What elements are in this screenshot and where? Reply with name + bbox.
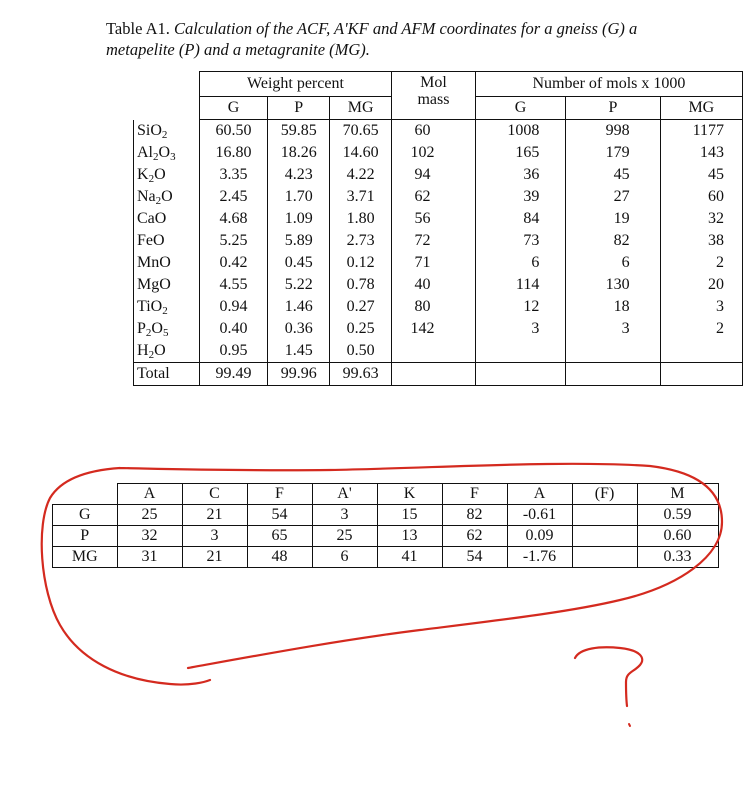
- coordinate-cell: 32: [117, 526, 182, 547]
- cell-mm: 71: [392, 252, 476, 274]
- cell-mm: 60: [392, 120, 476, 143]
- cell-mg: 4.22: [330, 164, 392, 186]
- oxide-label: $P_2O_5$: [134, 318, 200, 340]
- hand-drawn-question-mark: [575, 647, 642, 706]
- row-label: G: [53, 505, 118, 526]
- cell-g: 4.55: [199, 274, 267, 296]
- coordinate-cell: 25: [117, 505, 182, 526]
- cell-np: 130: [566, 274, 660, 296]
- question-mark-dot: [629, 724, 630, 726]
- oxide-label: MnO: [134, 252, 200, 274]
- cell-ng: [475, 340, 565, 363]
- cell-p: 0.36: [268, 318, 330, 340]
- cell-p: 1.45: [268, 340, 330, 363]
- cell-g: 4.68: [199, 208, 267, 230]
- coordinate-cell: -0.61: [507, 505, 572, 526]
- col-header: F: [247, 484, 312, 505]
- cell-np: 82: [566, 230, 660, 252]
- cell-g: 0.94: [199, 296, 267, 318]
- group-header-weight: Weight percent: [199, 72, 391, 97]
- table-row: [134, 120, 743, 143]
- cell-p: 0.45: [268, 252, 330, 274]
- cell-p: 99.96: [268, 363, 330, 386]
- cell-g: 5.25: [199, 230, 267, 252]
- cell-nmg: [660, 340, 742, 363]
- table-row: [134, 230, 743, 252]
- cell-g: 0.40: [199, 318, 267, 340]
- cell-nmg: 143: [660, 142, 742, 164]
- oxide-label: $Na_2O$: [134, 186, 200, 208]
- col-header: A: [507, 484, 572, 505]
- oxide-label: TiO$_2$: [134, 296, 200, 318]
- cell-mg: 2.73: [330, 230, 392, 252]
- cell-mg: 99.63: [330, 363, 392, 386]
- cell-nmg: 60: [660, 186, 742, 208]
- sub-header: MG: [330, 97, 392, 120]
- cell-mg: 0.25: [330, 318, 392, 340]
- cell-nmg: 32: [660, 208, 742, 230]
- cell-p: 18.26: [268, 142, 330, 164]
- caption-text: Calculation of the ACF, A'KF and AFM coordinates for a gneiss (G) a metapelite (P) and a metagranite (MG).: [106, 19, 638, 59]
- coordinate-cell: 62: [442, 526, 507, 547]
- col-header: F: [442, 484, 507, 505]
- cell-mg: 0.50: [330, 340, 392, 363]
- coordinate-cell: 21: [182, 547, 247, 568]
- cell-nmg: 2: [660, 318, 742, 340]
- cell-np: 998: [566, 120, 660, 143]
- coordinate-cell: 21: [182, 505, 247, 526]
- oxide-label: $Al_2O_3$: [134, 142, 200, 164]
- cell-p: 1.70: [268, 186, 330, 208]
- coordinate-cell: -1.76: [507, 547, 572, 568]
- col-header: (F): [572, 484, 637, 505]
- cell-ng: 39: [475, 186, 565, 208]
- row-label: MG: [53, 547, 118, 568]
- oxide-label: SiO$_2$: [134, 120, 200, 143]
- mol-mass-label: Mol mass: [417, 74, 450, 108]
- coordinate-cell: 82: [442, 505, 507, 526]
- cell-np: 3: [566, 318, 660, 340]
- cell-mg: 1.80: [330, 208, 392, 230]
- cell-p: 1.09: [268, 208, 330, 230]
- table-row: [53, 547, 719, 568]
- coordinate-cell: 0.59: [637, 505, 718, 526]
- coordinate-cell: 41: [377, 547, 442, 568]
- oxide-label: CaO: [134, 208, 200, 230]
- cell-nmg: 45: [660, 164, 742, 186]
- coordinate-cell: 54: [442, 547, 507, 568]
- coordinate-cell: 15: [377, 505, 442, 526]
- col-header: C: [182, 484, 247, 505]
- table-row: [134, 363, 743, 386]
- cell-mm: [392, 340, 476, 363]
- sub-header: P: [268, 97, 330, 120]
- coordinates-table: [52, 483, 719, 568]
- cell-mg: 0.78: [330, 274, 392, 296]
- oxide-label: FeO: [134, 230, 200, 252]
- cell-p: 59.85: [268, 120, 330, 143]
- cell-mg: 14.60: [330, 142, 392, 164]
- cell-nmg: 1177: [660, 120, 742, 143]
- oxide-label: Total: [134, 363, 200, 386]
- sub-header: G: [475, 97, 565, 120]
- cell-g: 3.35: [199, 164, 267, 186]
- cell-mm: 72: [392, 230, 476, 252]
- cell-mm: 56: [392, 208, 476, 230]
- coordinate-cell: 54: [247, 505, 312, 526]
- coordinate-cell: 25: [312, 526, 377, 547]
- cell-g: 60.50: [199, 120, 267, 143]
- cell-mm: 94: [392, 164, 476, 186]
- cell-mg: 70.65: [330, 120, 392, 143]
- caption-label: Table A1.: [106, 19, 170, 38]
- cell-mm: 40: [392, 274, 476, 296]
- coordinate-cell: 13: [377, 526, 442, 547]
- cell-np: 179: [566, 142, 660, 164]
- coordinate-cell: 0.60: [637, 526, 718, 547]
- oxide-label: $K_2O$: [134, 164, 200, 186]
- cell-mm: 142: [392, 318, 476, 340]
- cell-mg: 3.71: [330, 186, 392, 208]
- oxide-label: MgO: [134, 274, 200, 296]
- coordinate-cell: 0.33: [637, 547, 718, 568]
- corner-cell: [53, 484, 118, 505]
- cell-ng: [475, 363, 565, 386]
- col-header: K: [377, 484, 442, 505]
- col-header: M: [637, 484, 718, 505]
- corner-cell: [134, 72, 200, 120]
- row-label: P: [53, 526, 118, 547]
- table-row: [134, 208, 743, 230]
- coordinate-cell: 6: [312, 547, 377, 568]
- cell-nmg: 38: [660, 230, 742, 252]
- cell-nmg: 2: [660, 252, 742, 274]
- cell-ng: 114: [475, 274, 565, 296]
- cell-mg: 0.12: [330, 252, 392, 274]
- cell-g: 2.45: [199, 186, 267, 208]
- coordinate-cell: 48: [247, 547, 312, 568]
- cell-mm: [392, 363, 476, 386]
- cell-g: 16.80: [199, 142, 267, 164]
- cell-np: 6: [566, 252, 660, 274]
- coordinate-cell: 0.09: [507, 526, 572, 547]
- cell-np: [566, 363, 660, 386]
- coordinate-cell: 65: [247, 526, 312, 547]
- cell-p: 5.89: [268, 230, 330, 252]
- coordinate-cell: 31: [117, 547, 182, 568]
- col-header: A': [312, 484, 377, 505]
- table-row: [134, 340, 743, 363]
- table-row: [134, 186, 743, 208]
- sub-header: G: [199, 97, 267, 120]
- table-row: [134, 274, 743, 296]
- group-header-mol-mass: [392, 72, 476, 120]
- cell-p: 1.46: [268, 296, 330, 318]
- cell-np: 27: [566, 186, 660, 208]
- cell-np: 19: [566, 208, 660, 230]
- cell-p: 5.22: [268, 274, 330, 296]
- table-row: [53, 526, 719, 547]
- cell-np: 18: [566, 296, 660, 318]
- cell-np: [566, 340, 660, 363]
- cell-mm: 62: [392, 186, 476, 208]
- cell-ng: 3: [475, 318, 565, 340]
- cell-mm: 80: [392, 296, 476, 318]
- sub-header: P: [566, 97, 660, 120]
- coordinate-cell: [572, 547, 637, 568]
- coordinate-cell: [572, 505, 637, 526]
- table-row: [134, 252, 743, 274]
- table-row: [134, 142, 743, 164]
- cell-p: 4.23: [268, 164, 330, 186]
- cell-ng: 1008: [475, 120, 565, 143]
- cell-ng: 165: [475, 142, 565, 164]
- table-row: [134, 296, 743, 318]
- group-header-mols: Number of mols x 1000: [475, 72, 742, 97]
- cell-ng: 84: [475, 208, 565, 230]
- cell-nmg: 20: [660, 274, 742, 296]
- coordinate-cell: [572, 526, 637, 547]
- cell-ng: 6: [475, 252, 565, 274]
- cell-mg: 0.27: [330, 296, 392, 318]
- sub-header: MG: [660, 97, 742, 120]
- cell-nmg: 3: [660, 296, 742, 318]
- cell-np: 45: [566, 164, 660, 186]
- composition-table: [133, 71, 743, 386]
- table-caption: [106, 18, 706, 60]
- coordinate-cell: 3: [312, 505, 377, 526]
- cell-ng: 12: [475, 296, 565, 318]
- cell-nmg: [660, 363, 742, 386]
- cell-ng: 36: [475, 164, 565, 186]
- table-row: [53, 505, 719, 526]
- coordinate-cell: 3: [182, 526, 247, 547]
- col-header: A: [117, 484, 182, 505]
- table-row: [134, 164, 743, 186]
- cell-g: 0.42: [199, 252, 267, 274]
- cell-g: 0.95: [199, 340, 267, 363]
- cell-g: 99.49: [199, 363, 267, 386]
- oxide-label: $H_2O$: [134, 340, 200, 363]
- cell-ng: 73: [475, 230, 565, 252]
- cell-mm: 102: [392, 142, 476, 164]
- table-row: [134, 318, 743, 340]
